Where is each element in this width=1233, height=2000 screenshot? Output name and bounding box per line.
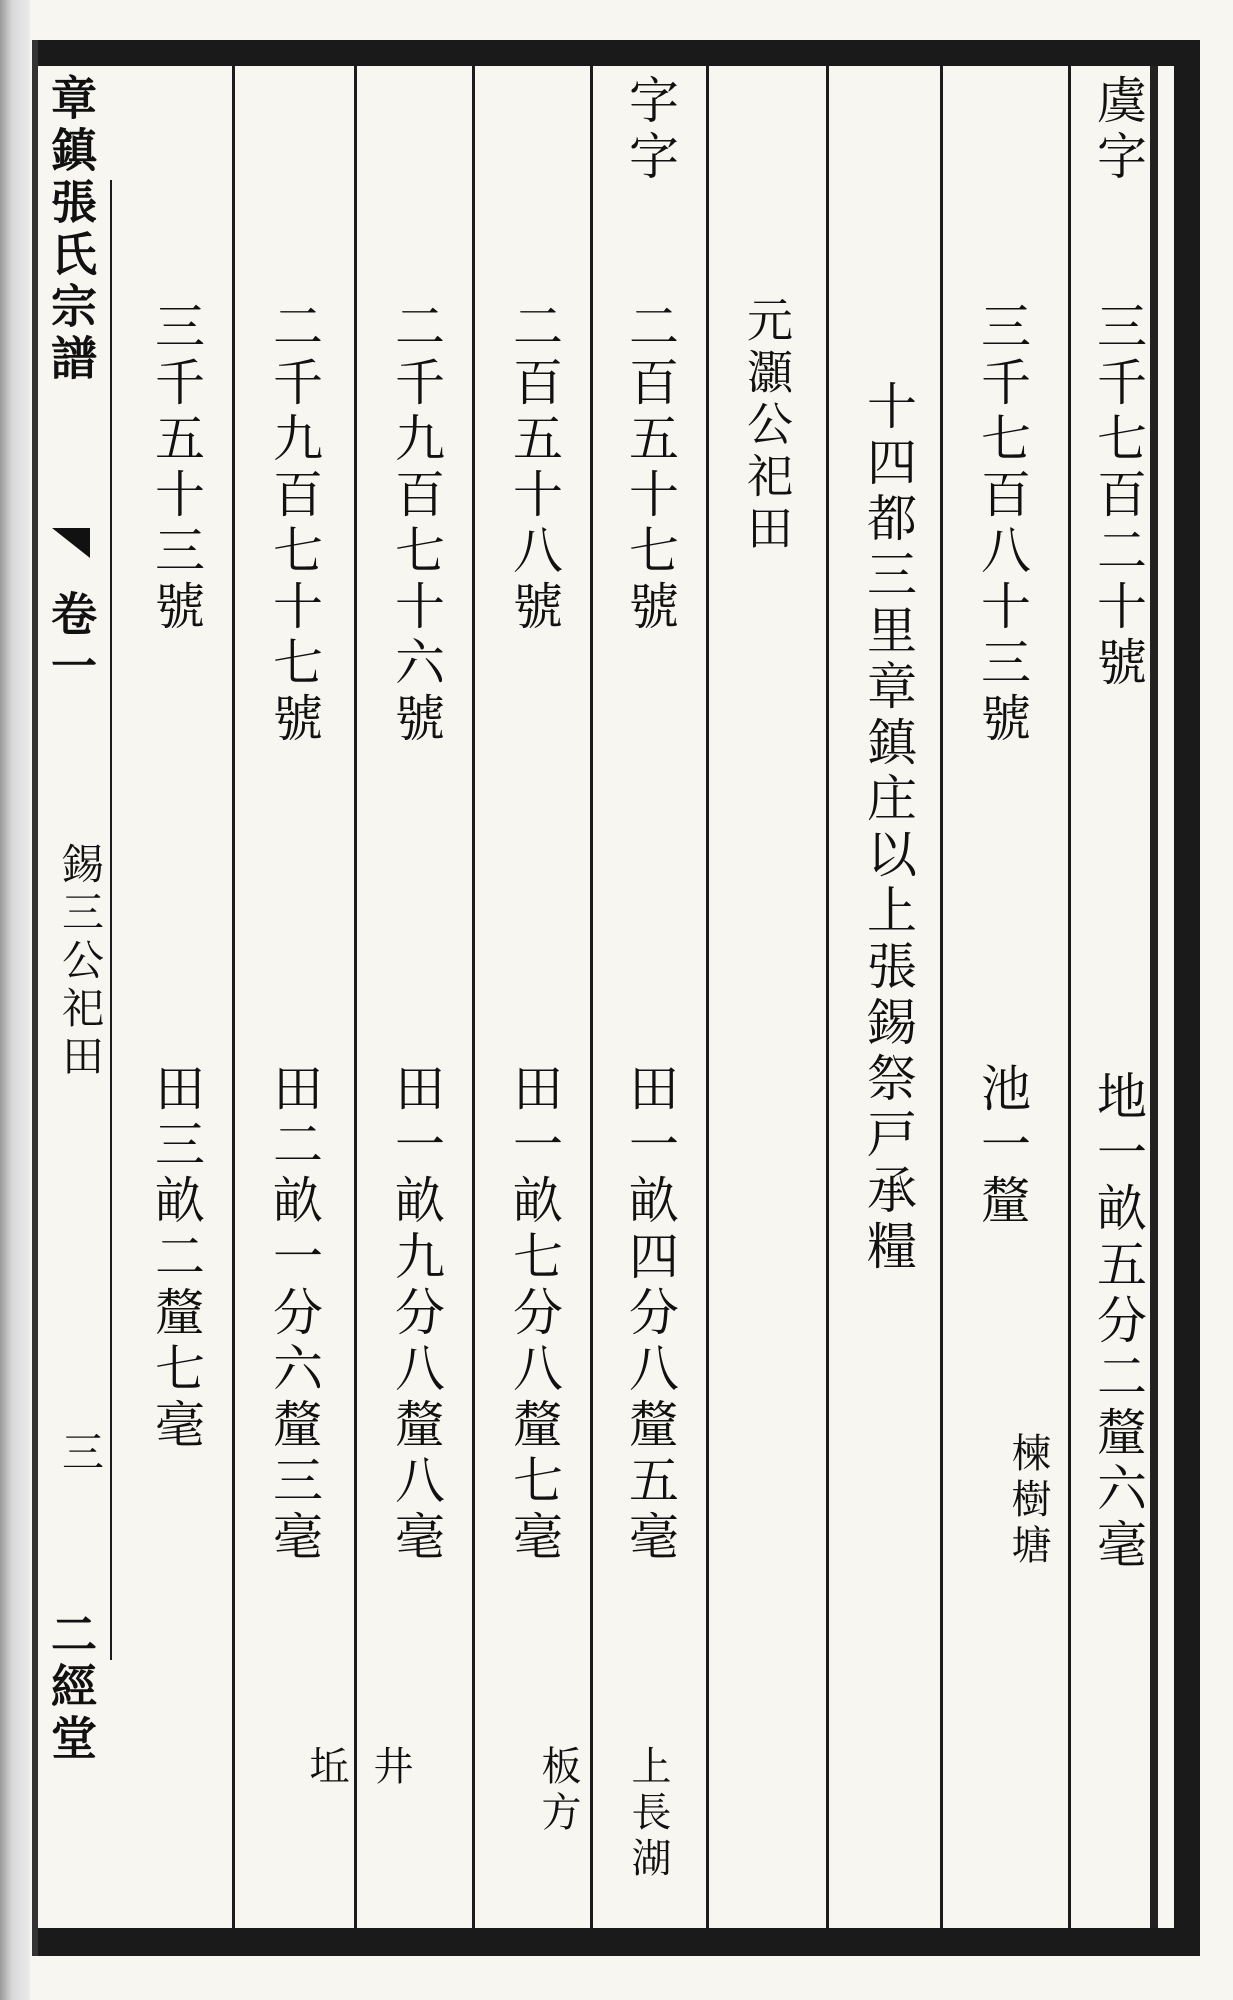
column-9-lot-number: 三千五十三號 — [147, 300, 205, 636]
frame-top-border — [32, 40, 1200, 66]
column-7-measure: 田一畝九分八釐八毫 — [387, 1062, 445, 1566]
column-rule — [706, 66, 709, 1928]
column-2-lot-number: 三千七百八十三號 — [973, 300, 1031, 748]
column-7-note: 井 — [367, 1745, 413, 1791]
fishtail-mark — [52, 528, 90, 558]
column-rule — [826, 66, 829, 1928]
column-6-lot-number: 二百五十八號 — [505, 300, 563, 636]
column-8-measure: 田二畝一分六釐三毫 — [265, 1062, 323, 1566]
column-4-text: 元灝公祀田 — [740, 296, 794, 556]
column-2-note: 楝樹塘 — [1005, 1432, 1051, 1570]
frame-right-border — [1174, 40, 1200, 1956]
section-title: 錫三公祀田 — [56, 842, 105, 1082]
volume-label: 卷一 — [44, 590, 98, 694]
column-9-measure: 田三畝二釐七毫 — [147, 1062, 205, 1454]
column-1-lot-number: 三千七百二十號 — [1089, 300, 1147, 692]
page-number: 三 — [56, 1430, 105, 1478]
column-5-heading: 字字 — [621, 74, 679, 186]
column-5-note: 上長湖 — [625, 1745, 671, 1883]
column-2-measure: 池一釐 — [973, 1062, 1031, 1230]
column-5-measure: 田一畝四分八釐五毫 — [621, 1062, 679, 1566]
column-rule — [110, 180, 112, 1660]
column-3-text: 十四都三里章鎮庄以上張錫祭戸承糧 — [859, 380, 917, 1276]
column-8-lot-number: 二千九百七十七號 — [265, 300, 323, 748]
hall-name: 二經堂 — [44, 1610, 98, 1766]
column-6-note: 板方 — [535, 1745, 581, 1837]
frame-bottom-border — [32, 1928, 1200, 1956]
column-8-note: 坵 — [303, 1745, 349, 1791]
column-rule — [1068, 66, 1071, 1928]
book-title: 章鎮張氏宗譜 — [44, 74, 98, 386]
column-7-lot-number: 二千九百七十六號 — [387, 300, 445, 748]
column-rule — [590, 66, 593, 1928]
column-1-heading: 虞字 — [1089, 74, 1147, 186]
column-rule — [940, 66, 943, 1928]
column-rule — [472, 66, 475, 1928]
binding-spine — [0, 0, 30, 2000]
column-5-lot-number: 二百五十七號 — [621, 300, 679, 636]
column-1-measure: 地一畝五分二釐六毫 — [1089, 1070, 1147, 1574]
column-6-measure: 田一畝七分八釐七毫 — [505, 1062, 563, 1566]
column-rule — [232, 66, 235, 1928]
column-rule — [354, 66, 357, 1928]
